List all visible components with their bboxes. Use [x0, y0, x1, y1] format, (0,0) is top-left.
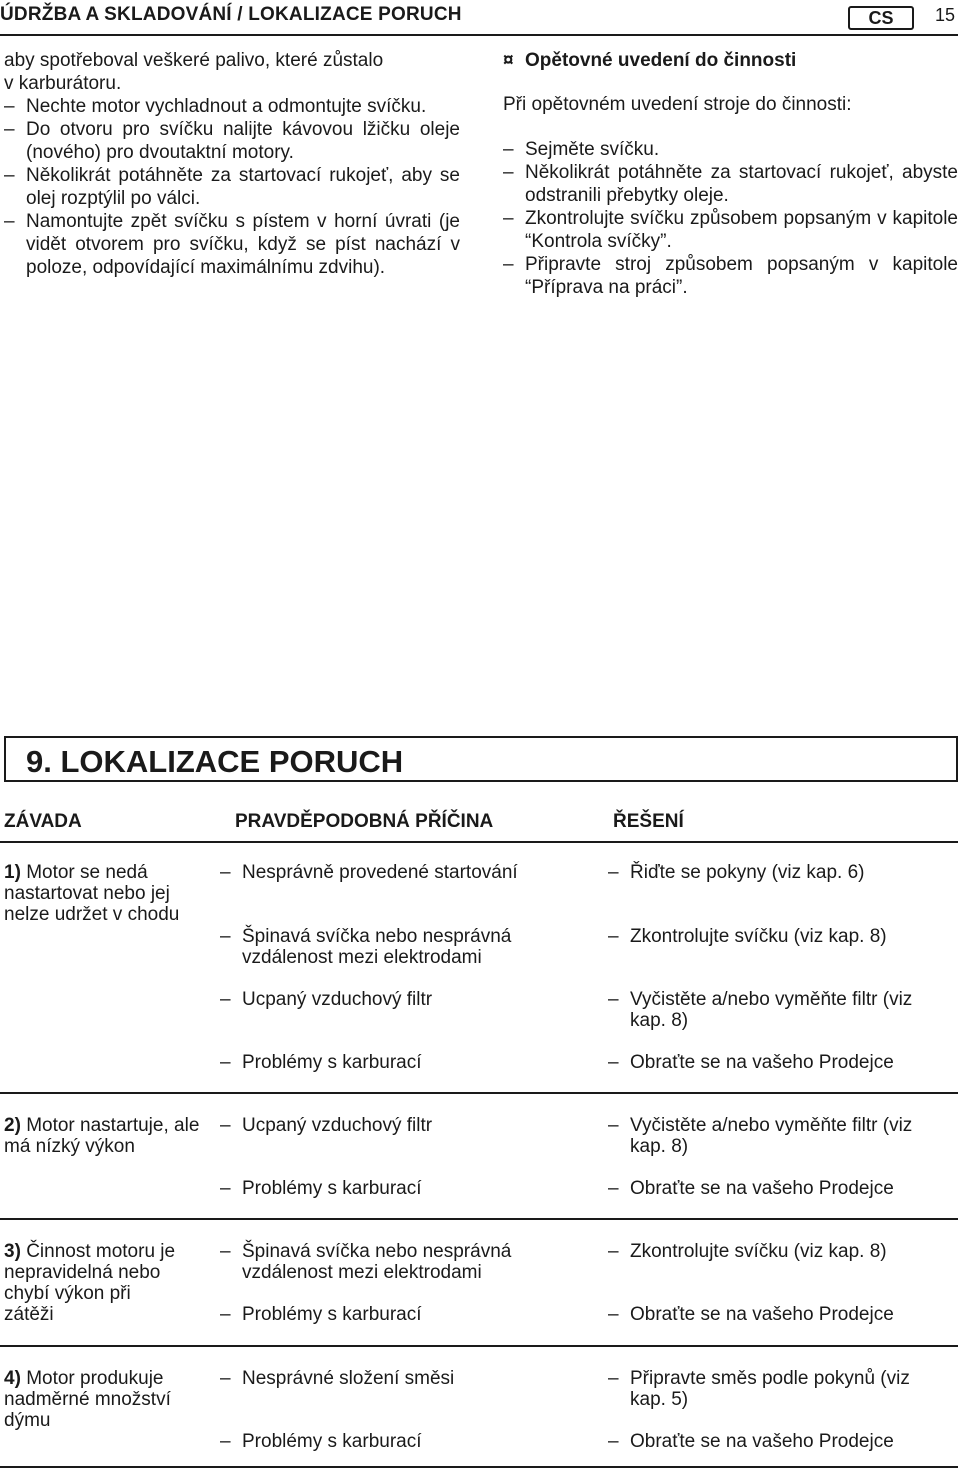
solution-cell: – Vyčistěte a/nebo vyměňte filtr (viz kap. 8) — [608, 989, 913, 1031]
currency-sign-icon: ¤ — [503, 50, 514, 71]
table-header-rule — [0, 841, 958, 843]
column-header-solution: ŘEŠENÍ — [613, 811, 684, 832]
dash: – — [503, 208, 514, 229]
intro-line-2: v karburátoru. — [4, 73, 122, 94]
list-item: – Několikrát potáhněte za startovací rukojeť, aby se olej rozptýlil po válci. — [4, 165, 460, 209]
cause-cell: – Nesprávně provedené startování — [220, 862, 518, 883]
page-number: 15 — [935, 5, 956, 25]
language-badge: CS — [848, 6, 914, 30]
cause-cell: – Problémy s karburací — [220, 1304, 422, 1325]
solution-cell: – Obraťte se na vašeho Prodejce — [608, 1052, 894, 1073]
solution-cell: – Zkontrolujte svíčku (viz kap. 8) — [608, 1241, 887, 1262]
column-header-fault: ZÁVADA — [4, 811, 82, 832]
cause-cell: – Problémy s karburací — [220, 1178, 422, 1199]
fault-cell: 3) Činnost motoru je nepravidelná nebo chybí výkon při zátěži — [4, 1241, 176, 1325]
list-item: – Namontujte zpět svíčku s pístem v horní úvrati (je vidět otvorem pro svíčku, když se píst nachází v poloze, odpovídající maximálnímu zdvihu). — [4, 211, 460, 278]
cause-cell: – Problémy s karburací — [220, 1431, 422, 1452]
section-heading: ¤ Opětovné uvedení do činnosti — [503, 50, 797, 71]
row-divider — [0, 1345, 958, 1347]
fault-cell: 2) Motor nastartuje, ale má nízký výkon — [4, 1115, 200, 1157]
cause-cell: – Nesprávné složení směsi — [220, 1368, 455, 1389]
list-item: – Do otvoru pro svíčku nalijte kávovou lžičku oleje (nového) pro dvoutaktní motory. — [4, 119, 460, 163]
page-header-title: ÚDRŽBA A SKLADOVÁNÍ / LOKALIZACE PORUCH — [0, 4, 462, 25]
dash: – — [503, 254, 514, 275]
row-divider — [0, 1218, 958, 1220]
dash: – — [503, 162, 514, 183]
right-column — [503, 49, 958, 299]
solution-cell: – Připravte směs podle pokynů (viz kap. 5) — [608, 1368, 910, 1410]
header-rule — [0, 34, 958, 36]
section-title-box — [4, 736, 958, 782]
dash: – — [4, 211, 15, 232]
row-divider — [0, 1092, 958, 1094]
cause-cell: – Ucpaný vzduchový filtr — [220, 1115, 433, 1136]
solution-cell: – Zkontrolujte svíčku (viz kap. 8) — [608, 926, 887, 947]
intro-line-1: aby spotřeboval veškeré palivo, které zůstalo — [4, 50, 384, 71]
list-item: – Zkontrolujte svíčku způsobem popsaným v kapitole “Kontrola svíčky”. — [503, 208, 958, 252]
solution-cell: – Obraťte se na vašeho Prodejce — [608, 1431, 894, 1452]
solution-cell: – Vyčistěte a/nebo vyměňte filtr (viz kap. 8) — [608, 1115, 913, 1157]
list-item: – Sejměte svíčku. — [503, 139, 660, 160]
solution-cell: – Obraťte se na vašeho Prodejce — [608, 1304, 894, 1325]
section-intro: Při opětovném uvedení stroje do činnosti: — [503, 94, 852, 115]
cause-cell: – Ucpaný vzduchový filtr — [220, 989, 433, 1010]
dash: – — [503, 139, 514, 160]
dash: – — [4, 119, 15, 140]
solution-cell: – Řiďte se pokyny (viz kap. 6) — [608, 862, 865, 883]
list-item: – Připravte stroj způsobem popsaným v kapitole “Příprava na práci”. — [503, 254, 958, 298]
table-bottom-rule — [0, 1466, 958, 1468]
list-item: – Nechte motor vychladnout a odmontujte svíčku. — [4, 96, 427, 117]
fault-cell: 4) Motor produkuje nadměrné množství dýmu — [4, 1368, 171, 1431]
column-header-cause: PRAVDĚPODOBNÁ PŘÍČINA — [235, 811, 494, 832]
cause-cell: – Problémy s karburací — [220, 1052, 422, 1073]
list-item: – Několikrát potáhněte za startovací rukojeť, abyste odstranili přebytky oleje. — [503, 162, 958, 206]
fault-cell: 1) Motor se nedá nastartovat nebo jej nelze udržet v chodu — [4, 862, 180, 925]
cause-cell: – Špinavá svíčka nebo nesprávná vzdálenost mezi elektrodami — [220, 926, 512, 968]
left-column — [4, 49, 460, 279]
section-title: 9. LOKALIZACE PORUCH — [26, 744, 404, 779]
dash: – — [4, 165, 15, 186]
cause-cell: – Špinavá svíčka nebo nesprávná vzdálenost mezi elektrodami — [220, 1241, 512, 1283]
dash: – — [4, 96, 15, 117]
solution-cell: – Obraťte se na vašeho Prodejce — [608, 1178, 894, 1199]
